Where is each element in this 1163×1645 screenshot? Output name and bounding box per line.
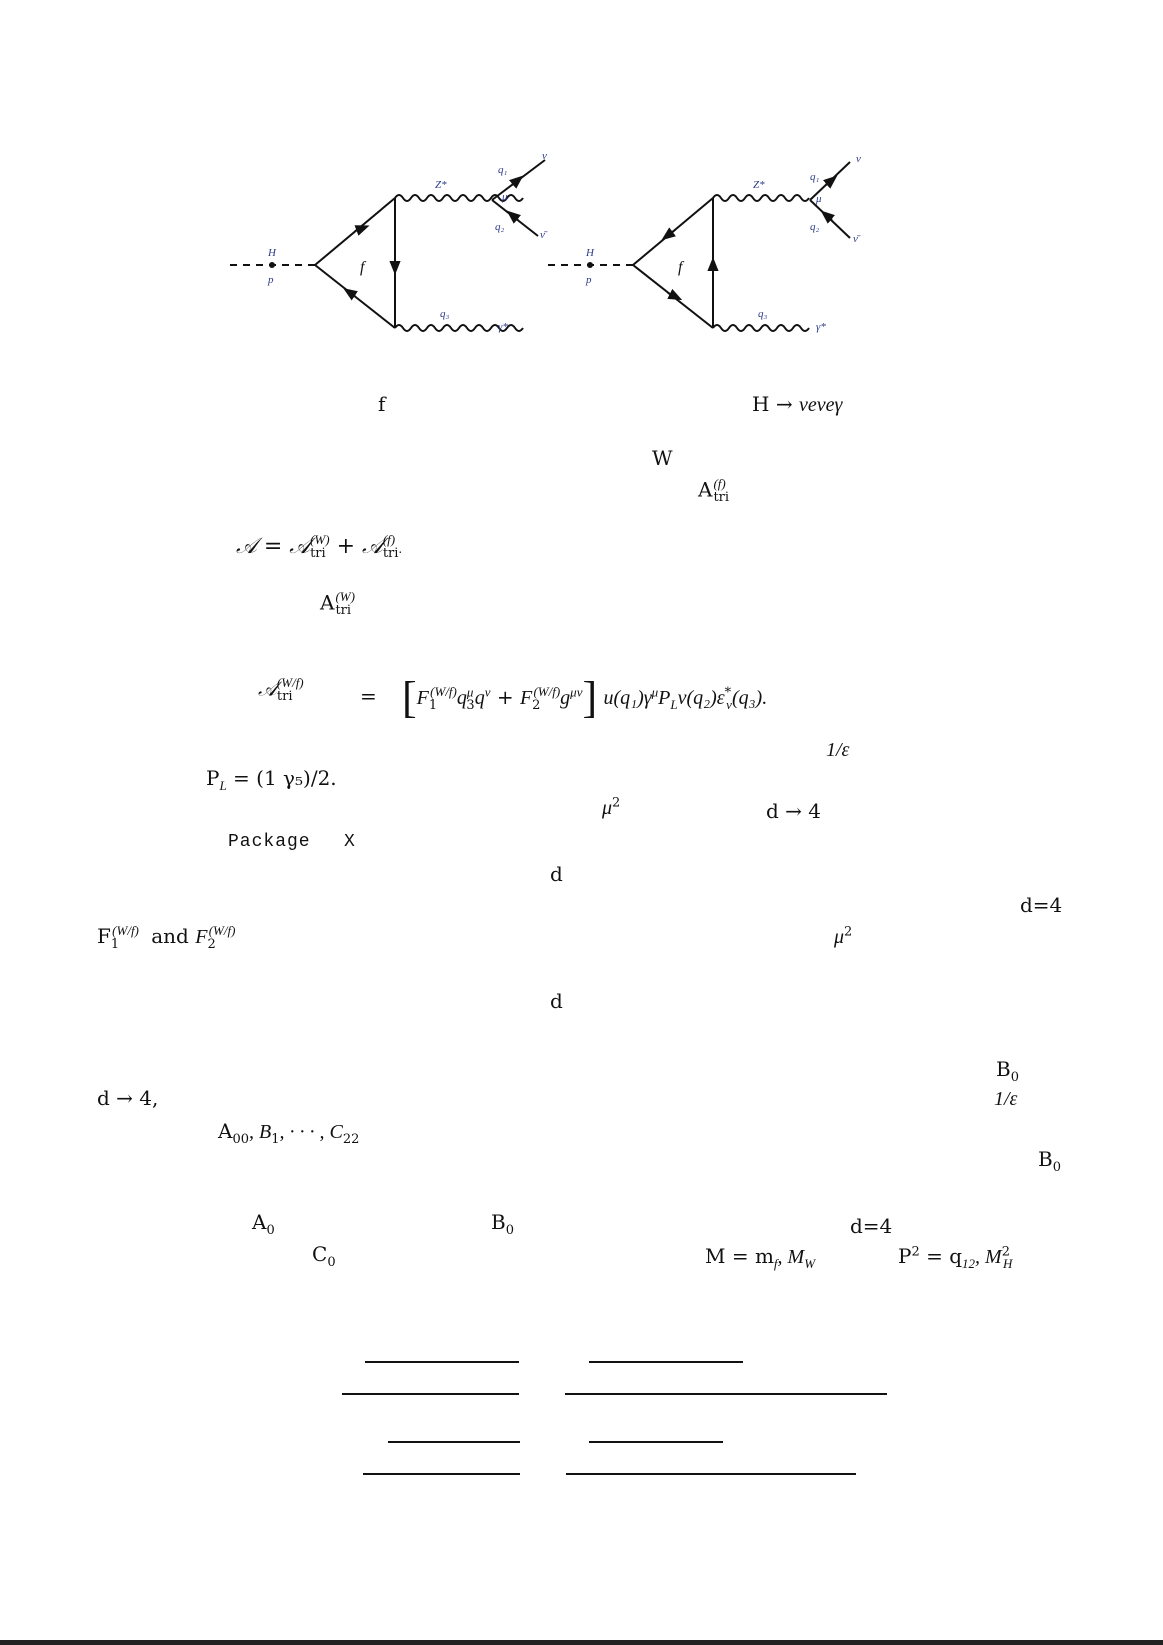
table-rule-3b [589,1441,723,1443]
caption-left-f: f [378,392,386,416]
d-to-4-2: d → 4, [97,1086,159,1110]
C0: $C_0$ [312,1242,336,1270]
svg-text:H: H [586,247,594,259]
svg-text:q₁: q₁ [810,171,820,183]
PL-definition: $P_L = (1$ γ₅)/2. [206,766,337,793]
page-bottom-edge [0,1640,1163,1645]
svg-text:f: f [678,259,683,276]
equation-form-factors-rhs: $[F_1^{(W/f)}q^\mu_3q^\nu + F_2^{(W/f)}g^{\mu\nu}]$ $u(q_1)\gamma^\mu P_Lv(q_2)\varepsilon^*_\nu(q_3)$. [402,673,768,722]
svg-text:Z*: Z* [753,179,765,191]
svg-text:ν̄: ν̄ [853,233,858,245]
A-tri-W: A (W) tri [320,589,355,618]
svg-text:q₂: q₂ [495,221,505,233]
d-equals-4-2: d=4 [850,1214,893,1238]
table-rule-4a [363,1473,520,1475]
package-x: X [344,832,356,852]
package-name: Package [228,832,311,852]
arrow-top [355,228,363,231]
equation-equals: = [360,684,377,708]
fermion-line-top [315,198,395,265]
A-tri-f: A (f) tri [698,476,730,505]
B0-2: $B_0$ [1038,1147,1061,1175]
B0-3: $B_0$ [491,1210,514,1238]
A0: $A_0$ [252,1210,275,1238]
d-symbol-1: d [550,862,563,886]
mu-squared-1: $\mu^2$ [602,795,621,819]
equation-amplitude-sum: 𝒜 = 𝒜 (W) tri + 𝒜 (f) tri . [236,532,403,561]
svg-text:p: p [586,274,592,286]
svg-text:q₁: q₁ [498,164,508,176]
table-rule-4b [566,1473,856,1475]
d-equals-4-1: d=4 [1020,893,1063,917]
feynman-diagrams [230,150,910,360]
F1-and-F2: $F_1^{(W/f)}$ and $F_2^{(W/f)}$ [97,923,236,952]
one-over-epsilon-2: 1/ε [994,1088,1018,1110]
equation-form-factors: 𝒜 (W/f) tri [258,675,304,704]
fermion-line-bottom [315,265,395,328]
M-definition: $M = m_f$, $M_W$ [705,1244,816,1271]
svg-text:γ*: γ* [498,321,508,333]
svg-text:γ*: γ* [816,321,826,333]
higgs-arrow-dot [269,262,275,268]
left-diagram-labels [267,150,548,333]
table-rule-2a [342,1393,519,1395]
svg-text:f: f [360,259,365,276]
B0-1: $B_0$ [996,1057,1019,1085]
svg-text:H: H [268,247,276,259]
P2-definition: $P^2 = q_{12}$, $M^2_H$ [898,1244,1013,1271]
svg-text:ν: ν [542,150,547,162]
svg-text:μ: μ [502,191,508,203]
svg-text:Z*: Z* [435,179,447,191]
table-rule-1b [589,1361,743,1363]
one-over-epsilon-1: 1/ε [826,739,850,761]
table-rule-3a [388,1441,520,1443]
caption-right: H → νeνeγ [752,392,843,416]
svg-text:q₃: q₃ [758,308,768,320]
PV-function-list: $A_{00}$, $B_1$, · · · , $C_{22}$ [218,1119,360,1147]
svg-text:p: p [268,274,274,286]
d-symbol-2: d [550,989,563,1013]
svg-text:q₃: q₃ [440,308,450,320]
svg-text:ν: ν [856,153,861,165]
left-diagram [230,160,545,331]
table-rule-1a [365,1361,519,1363]
right-diagram-labels [585,153,861,333]
d-to-4-1: d → 4 [766,799,821,823]
svg-text:μ: μ [816,193,822,205]
text-W: W [652,446,673,470]
svg-text:ν̄: ν̄ [540,229,545,241]
mu-squared-2: $\mu^2$ [834,924,853,948]
table-rule-2b [565,1393,887,1395]
svg-text:q₂: q₂ [810,221,820,233]
